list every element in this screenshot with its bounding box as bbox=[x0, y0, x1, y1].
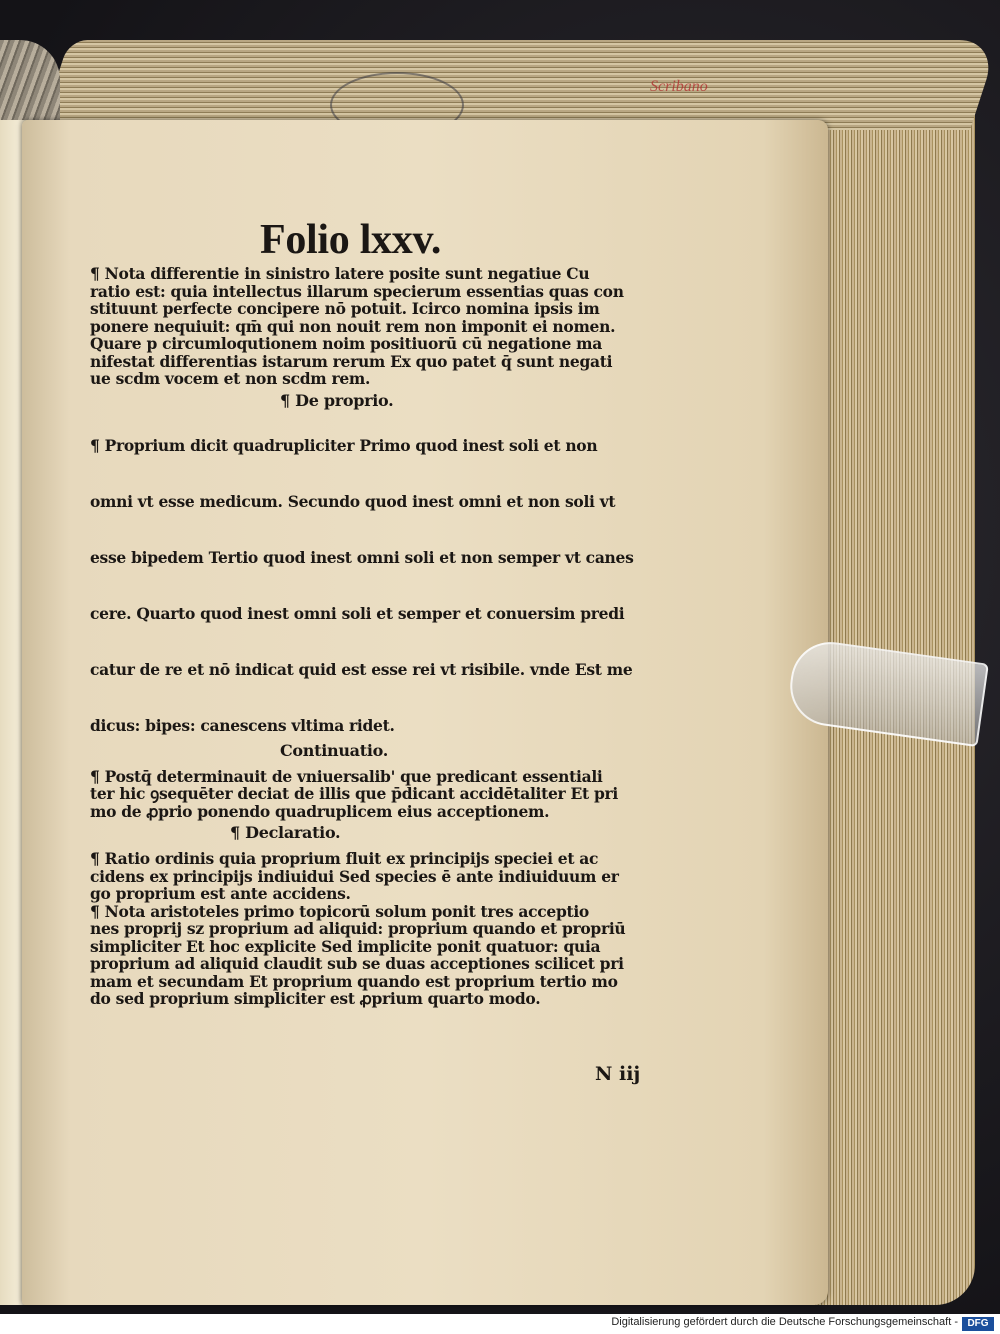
paragraph-4: ¶ Ratio ordinis quia proprium fluit ex principijs speciei et ac cidens ex principijs indiuidui Sed species ē ante indiuiduum er go proprium est ante accidens. ¶ Nota aristoteles primo topicorū solum ponit tres acceptio nes proprij sz proprium ad aliquid: proprium quando et propriū simpliciter Et hoc explicite Sed implicite ponit quatuor: quia proprium ad aliquid claudit sub se duas acceptiones scilicet pri mam et secundam Et proprium quando est proprium tertio mo do sed proprium simpliciter est ꝓprium quarto modo. bbox=[90, 849, 626, 1008]
footer-bar bbox=[0, 1314, 1000, 1334]
funding-notice: Digitalisierung gefördert durch die Deutsche Forschungsgemeinschaft - bbox=[611, 1316, 958, 1328]
top-page-edges bbox=[40, 40, 999, 130]
heading-de-proprio: ¶ De proprio. bbox=[280, 390, 394, 410]
margin-mark: Scribano bbox=[650, 78, 708, 95]
page-text bbox=[90, 215, 650, 1008]
dfg-logo: DFG bbox=[962, 1317, 994, 1331]
folio-heading: Folio lxxv. bbox=[260, 217, 442, 263]
heading-declaratio: ¶ Declaratio. bbox=[230, 823, 341, 842]
paragraph-2: ¶ Proprium dicit quadrupliciter Primo quod inest soli et non omni vt esse medicum. Secundo quod inest omni et non soli vt esse bipedem Tertio quod inest omni soli et non semper vt canes cere. Quarto quod inest omni soli et semper et conuersim predi catur de re et nō indicat quid est esse rei vt risibile. vnde Est me dicus: bipes: canescens vltima ridet. bbox=[90, 435, 634, 735]
paragraph-3: ¶ Postq̄ determinauit de vniuersalib' que predicant essentiali ter hic ꝯsequēter deciat de illis que p̄dicant accidētaliter Et pri mo de ꝓprio ponendo quadruplicem eius acceptionem. bbox=[90, 766, 618, 821]
signature-mark: N iij bbox=[595, 1063, 641, 1085]
heading-continuatio: Continuatio. bbox=[280, 740, 388, 760]
paragraph-1: ¶ Nota differentie in sinistro latere posite sunt negatiue Cu ratio est: quia intellectus illarum specierum essentias quas con stituunt perfecte concipere nō potuit. Icirco nomina ipsis im ponere nequiuit: qm̄ qui non nouit rem non imponit ei nomen. Quare p circumloqutionem noim positiuorū cū negatione ma nifestat differentias istarum rerum Ex quo patet q̄ sunt negati ue scdm vocem et non scdm rem. bbox=[90, 264, 624, 388]
